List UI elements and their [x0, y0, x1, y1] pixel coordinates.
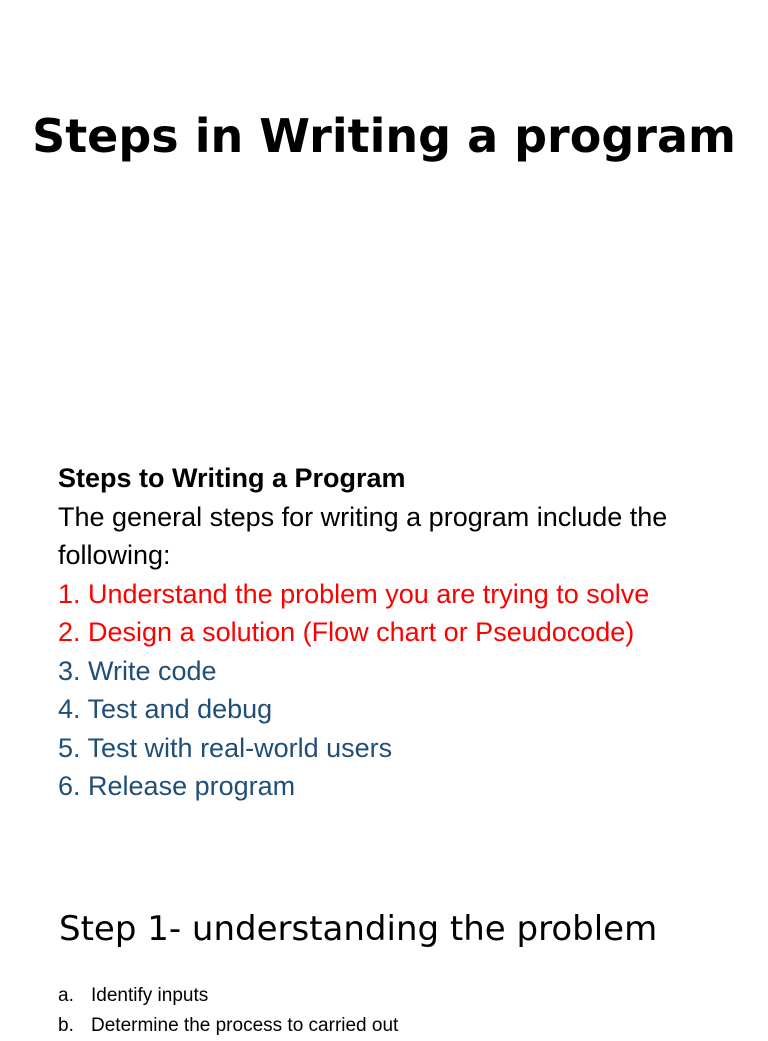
list-item-text: Identify inputs — [91, 985, 209, 1006]
content-intro: The general steps for writing a program include the following: — [58, 501, 668, 570]
step-item-6: 6. Release program — [58, 771, 296, 801]
slide-content — [58, 459, 748, 806]
step1-item-a — [58, 981, 398, 1011]
content-heading: Steps to Writing a Program — [58, 463, 406, 493]
step-item-2: 2. Design a solution (Flow chart or Pseudocode) — [58, 617, 635, 647]
step1-item-b — [58, 1011, 398, 1041]
list-item-text: Determine the process to carried out — [91, 1015, 399, 1036]
step1-list — [58, 981, 398, 1041]
step-item-3: 3. Write code — [58, 655, 217, 686]
step-item-4: 4. Test and debug — [58, 694, 273, 724]
steps-list — [58, 575, 748, 806]
step-item-5: 5. Test with real-world users — [58, 732, 393, 763]
list-marker: a. — [58, 985, 74, 1006]
step1-title: Step 1- understanding the problem — [59, 909, 658, 949]
list-marker: b. — [58, 1015, 74, 1036]
step-item-1: 1. Understand the problem you are trying to solve — [58, 578, 650, 609]
slide-title: Steps in Writing a program — [32, 109, 736, 163]
